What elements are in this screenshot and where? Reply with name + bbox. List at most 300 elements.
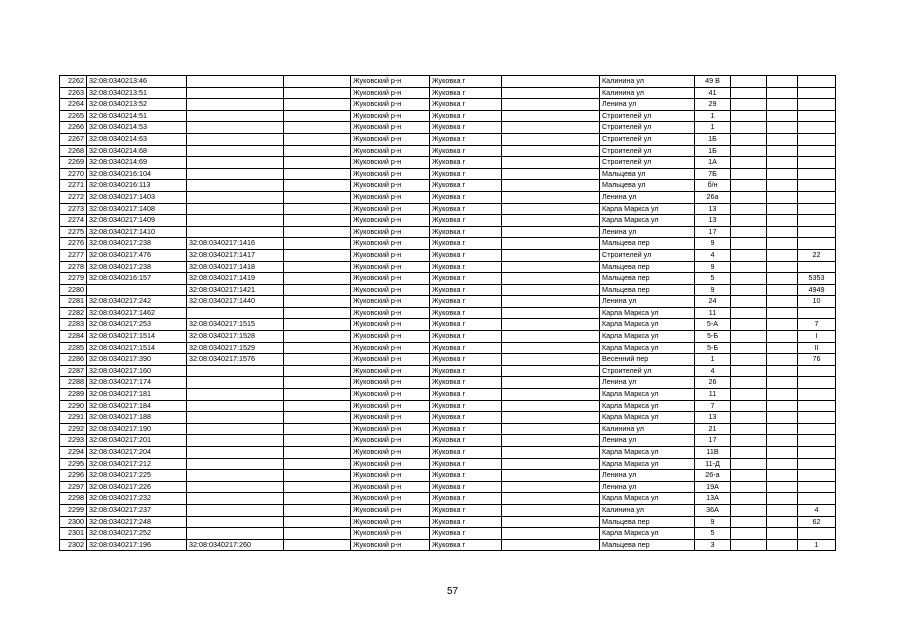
table-cell: 32:08:0340217:188 bbox=[87, 412, 187, 424]
table-cell bbox=[731, 377, 767, 389]
table-cell: 32:08:0340216:157 bbox=[87, 273, 187, 285]
table-cell bbox=[284, 481, 351, 493]
table-cell: Жуковка г bbox=[430, 412, 502, 424]
table-cell: Жуковка г bbox=[430, 203, 502, 215]
table-cell: Жуковка г bbox=[430, 180, 502, 192]
table-cell: 5 bbox=[695, 528, 731, 540]
table-row bbox=[60, 76, 836, 88]
table-cell: 32:08:0340217:212 bbox=[87, 458, 187, 470]
table-cell: 76 bbox=[798, 354, 836, 366]
table-cell: 2264 bbox=[60, 99, 87, 111]
table-cell bbox=[798, 481, 836, 493]
table-cell bbox=[798, 145, 836, 157]
table-cell: Жуковка г bbox=[430, 319, 502, 331]
table-cell: 7Б bbox=[695, 168, 731, 180]
table-cell bbox=[502, 331, 600, 343]
table-cell: 2268 bbox=[60, 145, 87, 157]
table-cell bbox=[502, 447, 600, 459]
table-cell: Жуковский р-н bbox=[351, 133, 430, 145]
table-cell: Жуковский р-н bbox=[351, 191, 430, 203]
table-cell bbox=[284, 168, 351, 180]
table-cell: 1 bbox=[798, 539, 836, 551]
table-cell bbox=[767, 99, 798, 111]
table-cell bbox=[187, 76, 284, 88]
table-cell bbox=[767, 470, 798, 482]
table-cell bbox=[767, 377, 798, 389]
table-cell bbox=[767, 423, 798, 435]
table-cell: Мальцева ул bbox=[600, 180, 695, 192]
table-cell: Карла Маркса ул bbox=[600, 389, 695, 401]
table-cell bbox=[798, 122, 836, 134]
table-cell: 2286 bbox=[60, 354, 87, 366]
table-cell bbox=[284, 493, 351, 505]
table-row bbox=[60, 307, 836, 319]
table-cell bbox=[502, 412, 600, 424]
table-cell: 17 bbox=[695, 226, 731, 238]
table-cell: Весенний пер bbox=[600, 354, 695, 366]
table-cell bbox=[731, 226, 767, 238]
table-cell bbox=[284, 389, 351, 401]
table-cell: Строителей ул bbox=[600, 110, 695, 122]
table-cell: 7 bbox=[695, 400, 731, 412]
table-cell: б/н bbox=[695, 180, 731, 192]
table-cell: 2301 bbox=[60, 528, 87, 540]
table-row bbox=[60, 481, 836, 493]
table-cell bbox=[731, 180, 767, 192]
table-cell bbox=[284, 412, 351, 424]
table-cell: 32:08:0340217:1514 bbox=[87, 342, 187, 354]
table-cell: 32:08:0340213:46 bbox=[87, 76, 187, 88]
table-cell: Ленина ул bbox=[600, 99, 695, 111]
table-cell bbox=[284, 400, 351, 412]
table-cell bbox=[187, 365, 284, 377]
table-cell bbox=[187, 400, 284, 412]
table-cell bbox=[731, 458, 767, 470]
table-cell: 32:08:0340217:252 bbox=[87, 528, 187, 540]
table-cell: Ленина ул bbox=[600, 481, 695, 493]
table-cell bbox=[798, 470, 836, 482]
table-cell bbox=[731, 481, 767, 493]
table-cell bbox=[502, 470, 600, 482]
table-cell: 9 bbox=[695, 261, 731, 273]
table-cell bbox=[502, 261, 600, 273]
table-cell: 5 bbox=[695, 273, 731, 285]
table-cell: Жуковский р-н bbox=[351, 365, 430, 377]
table-cell bbox=[502, 87, 600, 99]
table-cell: 32:08:0340217:160 bbox=[87, 365, 187, 377]
table-cell: 32:08:0340217:225 bbox=[87, 470, 187, 482]
table-cell bbox=[731, 215, 767, 227]
table-cell bbox=[798, 307, 836, 319]
table-cell: Калинина ул bbox=[600, 87, 695, 99]
table-cell: 2263 bbox=[60, 87, 87, 99]
table-cell: 11-Д bbox=[695, 458, 731, 470]
table-cell: Мальцева пер bbox=[600, 261, 695, 273]
table-cell: 11В bbox=[695, 447, 731, 459]
table-cell bbox=[767, 342, 798, 354]
table-row bbox=[60, 180, 836, 192]
table-cell bbox=[502, 180, 600, 192]
table-cell bbox=[731, 99, 767, 111]
table-cell bbox=[731, 365, 767, 377]
table-cell: 2278 bbox=[60, 261, 87, 273]
table-cell bbox=[767, 504, 798, 516]
table-cell: Строителей ул bbox=[600, 157, 695, 169]
table-cell: 32:08:0340217:1418 bbox=[187, 261, 284, 273]
table-cell: 26-а bbox=[695, 470, 731, 482]
table-cell bbox=[284, 133, 351, 145]
table-cell: 32:08:0340217:196 bbox=[87, 539, 187, 551]
table-cell bbox=[502, 226, 600, 238]
table-cell: Жуковка г bbox=[430, 191, 502, 203]
table-cell: 32:08:0340217:1409 bbox=[87, 215, 187, 227]
table-cell bbox=[767, 238, 798, 250]
table-cell: Жуковский р-н bbox=[351, 157, 430, 169]
table-cell: Мальцева пер bbox=[600, 238, 695, 250]
table-cell bbox=[187, 528, 284, 540]
table-cell: Жуковка г bbox=[430, 400, 502, 412]
table-cell: 13 bbox=[695, 203, 731, 215]
table-cell bbox=[798, 203, 836, 215]
table-cell: 1 bbox=[695, 110, 731, 122]
table-cell bbox=[502, 168, 600, 180]
table-cell bbox=[798, 180, 836, 192]
table-cell: 4949 bbox=[798, 284, 836, 296]
table-cell bbox=[767, 365, 798, 377]
table-cell: 2277 bbox=[60, 249, 87, 261]
table-cell bbox=[798, 447, 836, 459]
table-cell bbox=[284, 87, 351, 99]
table-cell bbox=[767, 400, 798, 412]
table-cell bbox=[767, 273, 798, 285]
table-row bbox=[60, 516, 836, 528]
table-cell: 4 bbox=[798, 504, 836, 516]
table-cell: 2298 bbox=[60, 493, 87, 505]
table-cell: 10 bbox=[798, 296, 836, 308]
table-cell: Жуковка г bbox=[430, 470, 502, 482]
table-cell: 32:08:0340217:184 bbox=[87, 400, 187, 412]
table-cell: 32:08:0340214:69 bbox=[87, 157, 187, 169]
table-cell bbox=[767, 157, 798, 169]
table-cell: Карла Маркса ул bbox=[600, 307, 695, 319]
table-cell bbox=[767, 493, 798, 505]
table-cell: Жуковский р-н bbox=[351, 458, 430, 470]
table-cell bbox=[798, 493, 836, 505]
table-cell: 2279 bbox=[60, 273, 87, 285]
table-cell bbox=[502, 249, 600, 261]
table-cell: Жуковский р-н bbox=[351, 307, 430, 319]
table-cell bbox=[798, 435, 836, 447]
table-cell: Жуковка г bbox=[430, 273, 502, 285]
table-row bbox=[60, 296, 836, 308]
table-cell bbox=[767, 168, 798, 180]
table-cell: Жуковский р-н bbox=[351, 516, 430, 528]
table-cell: Жуковский р-н bbox=[351, 423, 430, 435]
table-cell: Жуковка г bbox=[430, 458, 502, 470]
table-cell: 32:08:0340217:232 bbox=[87, 493, 187, 505]
table-cell: Жуковка г bbox=[430, 493, 502, 505]
table-cell: 4 bbox=[695, 249, 731, 261]
table-cell: Жуковка г bbox=[430, 423, 502, 435]
table-cell bbox=[798, 458, 836, 470]
table-cell: Жуковский р-н bbox=[351, 470, 430, 482]
table-cell bbox=[731, 122, 767, 134]
table-cell: 32:08:0340217:1462 bbox=[87, 307, 187, 319]
table-cell: 2270 bbox=[60, 168, 87, 180]
table-cell: Жуковский р-н bbox=[351, 412, 430, 424]
table-cell bbox=[187, 168, 284, 180]
table-cell: Жуковка г bbox=[430, 447, 502, 459]
table-cell: Карла Маркса ул bbox=[600, 528, 695, 540]
table-cell bbox=[798, 400, 836, 412]
table-cell: 2295 bbox=[60, 458, 87, 470]
table-cell: 49 В bbox=[695, 76, 731, 88]
table-cell: Жуковский р-н bbox=[351, 203, 430, 215]
table-cell bbox=[798, 215, 836, 227]
table-cell: Жуковский р-н bbox=[351, 99, 430, 111]
table-cell: Строителей ул bbox=[600, 365, 695, 377]
table-cell: 32:08:0340217:190 bbox=[87, 423, 187, 435]
table-row bbox=[60, 191, 836, 203]
table-cell: 36А bbox=[695, 504, 731, 516]
table-cell bbox=[731, 76, 767, 88]
table-cell: Мальцева пер bbox=[600, 516, 695, 528]
table-cell bbox=[502, 238, 600, 250]
table-cell: 1Б bbox=[695, 133, 731, 145]
table-cell: 26а bbox=[695, 191, 731, 203]
table-row bbox=[60, 528, 836, 540]
table-cell: Жуковка г bbox=[430, 342, 502, 354]
table-cell bbox=[187, 157, 284, 169]
table-cell: 32:08:0340217:201 bbox=[87, 435, 187, 447]
table-row bbox=[60, 226, 836, 238]
table-cell: 2292 bbox=[60, 423, 87, 435]
table-cell bbox=[502, 99, 600, 111]
table-row bbox=[60, 365, 836, 377]
table-cell bbox=[284, 261, 351, 273]
table-cell: 32:08:0340217:237 bbox=[87, 504, 187, 516]
table-cell: 13А bbox=[695, 493, 731, 505]
table-cell bbox=[767, 180, 798, 192]
table-row bbox=[60, 99, 836, 111]
table-cell: Строителей ул bbox=[600, 122, 695, 134]
table-row bbox=[60, 331, 836, 343]
table-cell bbox=[284, 122, 351, 134]
table-cell: Жуковский р-н bbox=[351, 447, 430, 459]
table-cell: Жуковка г bbox=[430, 122, 502, 134]
table-cell: Жуковка г bbox=[430, 238, 502, 250]
table-cell: 1 bbox=[695, 122, 731, 134]
table-cell: Карла Маркса ул bbox=[600, 458, 695, 470]
table-cell: Ленина ул bbox=[600, 191, 695, 203]
table-cell: 2276 bbox=[60, 238, 87, 250]
table-cell: Карла Маркса ул bbox=[600, 331, 695, 343]
table-row bbox=[60, 168, 836, 180]
table-cell: Карла Маркса ул bbox=[600, 400, 695, 412]
table-row bbox=[60, 400, 836, 412]
table-cell: Жуковка г bbox=[430, 261, 502, 273]
table-cell bbox=[284, 249, 351, 261]
table-cell bbox=[731, 319, 767, 331]
table-cell: 2280 bbox=[60, 284, 87, 296]
table-cell bbox=[502, 319, 600, 331]
table-cell: 1Б bbox=[695, 145, 731, 157]
table-cell: 24 bbox=[695, 296, 731, 308]
table-row bbox=[60, 157, 836, 169]
table-cell: Жуковский р-н bbox=[351, 238, 430, 250]
table-cell: 7 bbox=[798, 319, 836, 331]
table-cell: Жуковка г bbox=[430, 365, 502, 377]
table-row bbox=[60, 145, 836, 157]
table-cell bbox=[284, 354, 351, 366]
table-row bbox=[60, 273, 836, 285]
table-cell: 13 bbox=[695, 215, 731, 227]
table-cell bbox=[187, 110, 284, 122]
table-cell bbox=[767, 261, 798, 273]
table-cell: 32:08:0340217:248 bbox=[87, 516, 187, 528]
table-cell: Жуковский р-н bbox=[351, 284, 430, 296]
table-cell bbox=[731, 307, 767, 319]
table-cell bbox=[187, 215, 284, 227]
table-cell bbox=[767, 76, 798, 88]
registry-table bbox=[59, 75, 836, 551]
table-cell: 32:08:0340217:1417 bbox=[187, 249, 284, 261]
table-cell: 41 bbox=[695, 87, 731, 99]
table-cell: 32:08:0340216:113 bbox=[87, 180, 187, 192]
table-cell: Жуковский р-н bbox=[351, 145, 430, 157]
table-cell bbox=[502, 133, 600, 145]
table-cell bbox=[187, 493, 284, 505]
page-number: 57 bbox=[446, 586, 459, 597]
table-row bbox=[60, 238, 836, 250]
table-cell: 32:08:0340217:1416 bbox=[187, 238, 284, 250]
table-cell: 5-Б bbox=[695, 331, 731, 343]
table-cell bbox=[767, 516, 798, 528]
table-cell: Жуковский р-н bbox=[351, 180, 430, 192]
table-cell: Строителей ул bbox=[600, 145, 695, 157]
table-cell: 32:08:0340217:238 bbox=[87, 238, 187, 250]
table-cell bbox=[284, 342, 351, 354]
table-cell: Карла Маркса ул bbox=[600, 203, 695, 215]
table-cell: Жуковка г bbox=[430, 354, 502, 366]
table-cell bbox=[798, 157, 836, 169]
table-cell: 32:08:0340213:51 bbox=[87, 87, 187, 99]
table-cell: 22 bbox=[798, 249, 836, 261]
table-cell: Жуковка г bbox=[430, 516, 502, 528]
table-cell bbox=[187, 504, 284, 516]
table-cell bbox=[502, 400, 600, 412]
table-cell: 5-Б bbox=[695, 342, 731, 354]
table-cell: 32:08:0340217:260 bbox=[187, 539, 284, 551]
table-row bbox=[60, 447, 836, 459]
table-cell bbox=[187, 516, 284, 528]
table-cell: Жуковский р-н bbox=[351, 354, 430, 366]
table-cell bbox=[502, 493, 600, 505]
table-cell bbox=[767, 133, 798, 145]
table-cell bbox=[284, 470, 351, 482]
table-cell: Ленина ул bbox=[600, 435, 695, 447]
table-cell bbox=[731, 284, 767, 296]
table-cell bbox=[731, 389, 767, 401]
table-row bbox=[60, 122, 836, 134]
table-cell bbox=[767, 191, 798, 203]
table-row bbox=[60, 110, 836, 122]
table-cell bbox=[731, 400, 767, 412]
table-cell bbox=[284, 215, 351, 227]
table-cell bbox=[731, 435, 767, 447]
table-cell: Жуковский р-н bbox=[351, 528, 430, 540]
table-body bbox=[60, 76, 836, 551]
table-row bbox=[60, 354, 836, 366]
table-row bbox=[60, 435, 836, 447]
table-cell: 19А bbox=[695, 481, 731, 493]
table-cell: 32:08:0340217:1421 bbox=[187, 284, 284, 296]
table-cell: 29 bbox=[695, 99, 731, 111]
table-cell bbox=[187, 481, 284, 493]
table-cell: Жуковский р-н bbox=[351, 389, 430, 401]
table-cell bbox=[798, 226, 836, 238]
table-cell bbox=[284, 99, 351, 111]
table-cell: 9 bbox=[695, 516, 731, 528]
table-cell: 9 bbox=[695, 238, 731, 250]
table-cell: 2288 bbox=[60, 377, 87, 389]
table-cell: 32:08:0340214:63 bbox=[87, 133, 187, 145]
table-cell bbox=[284, 145, 351, 157]
table-cell: 32:08:0340217:1528 bbox=[187, 331, 284, 343]
table-cell bbox=[502, 110, 600, 122]
table-cell: Жуковка г bbox=[430, 296, 502, 308]
table-row bbox=[60, 423, 836, 435]
table-cell bbox=[731, 157, 767, 169]
table-cell: 32:08:0340216:104 bbox=[87, 168, 187, 180]
table-cell: Жуковский р-н bbox=[351, 400, 430, 412]
table-cell bbox=[731, 504, 767, 516]
table-cell: Жуковка г bbox=[430, 226, 502, 238]
table-cell: 32:08:0340217:390 bbox=[87, 354, 187, 366]
table-cell bbox=[798, 87, 836, 99]
table-cell: Жуковка г bbox=[430, 145, 502, 157]
table-cell bbox=[502, 273, 600, 285]
table-cell bbox=[731, 412, 767, 424]
table-cell: 5-А bbox=[695, 319, 731, 331]
table-cell bbox=[502, 377, 600, 389]
table-cell: 17 bbox=[695, 435, 731, 447]
table-cell bbox=[187, 122, 284, 134]
table-cell bbox=[284, 539, 351, 551]
table-cell: Жуковский р-н bbox=[351, 261, 430, 273]
table-cell: 11 bbox=[695, 389, 731, 401]
table-cell bbox=[798, 261, 836, 273]
table-cell: 32:08:0340217:226 bbox=[87, 481, 187, 493]
table-row bbox=[60, 458, 836, 470]
table-row bbox=[60, 249, 836, 261]
table-cell bbox=[731, 342, 767, 354]
table-cell bbox=[187, 470, 284, 482]
table-cell bbox=[798, 191, 836, 203]
table-cell bbox=[767, 481, 798, 493]
table-cell bbox=[284, 180, 351, 192]
table-cell: 2281 bbox=[60, 296, 87, 308]
table-cell: 5353 bbox=[798, 273, 836, 285]
table-cell bbox=[798, 99, 836, 111]
table-cell bbox=[798, 423, 836, 435]
table-row bbox=[60, 412, 836, 424]
table-cell bbox=[731, 423, 767, 435]
table-cell: Жуковка г bbox=[430, 168, 502, 180]
table-cell: Жуковка г bbox=[430, 307, 502, 319]
table-cell bbox=[502, 307, 600, 319]
table-cell bbox=[798, 76, 836, 88]
